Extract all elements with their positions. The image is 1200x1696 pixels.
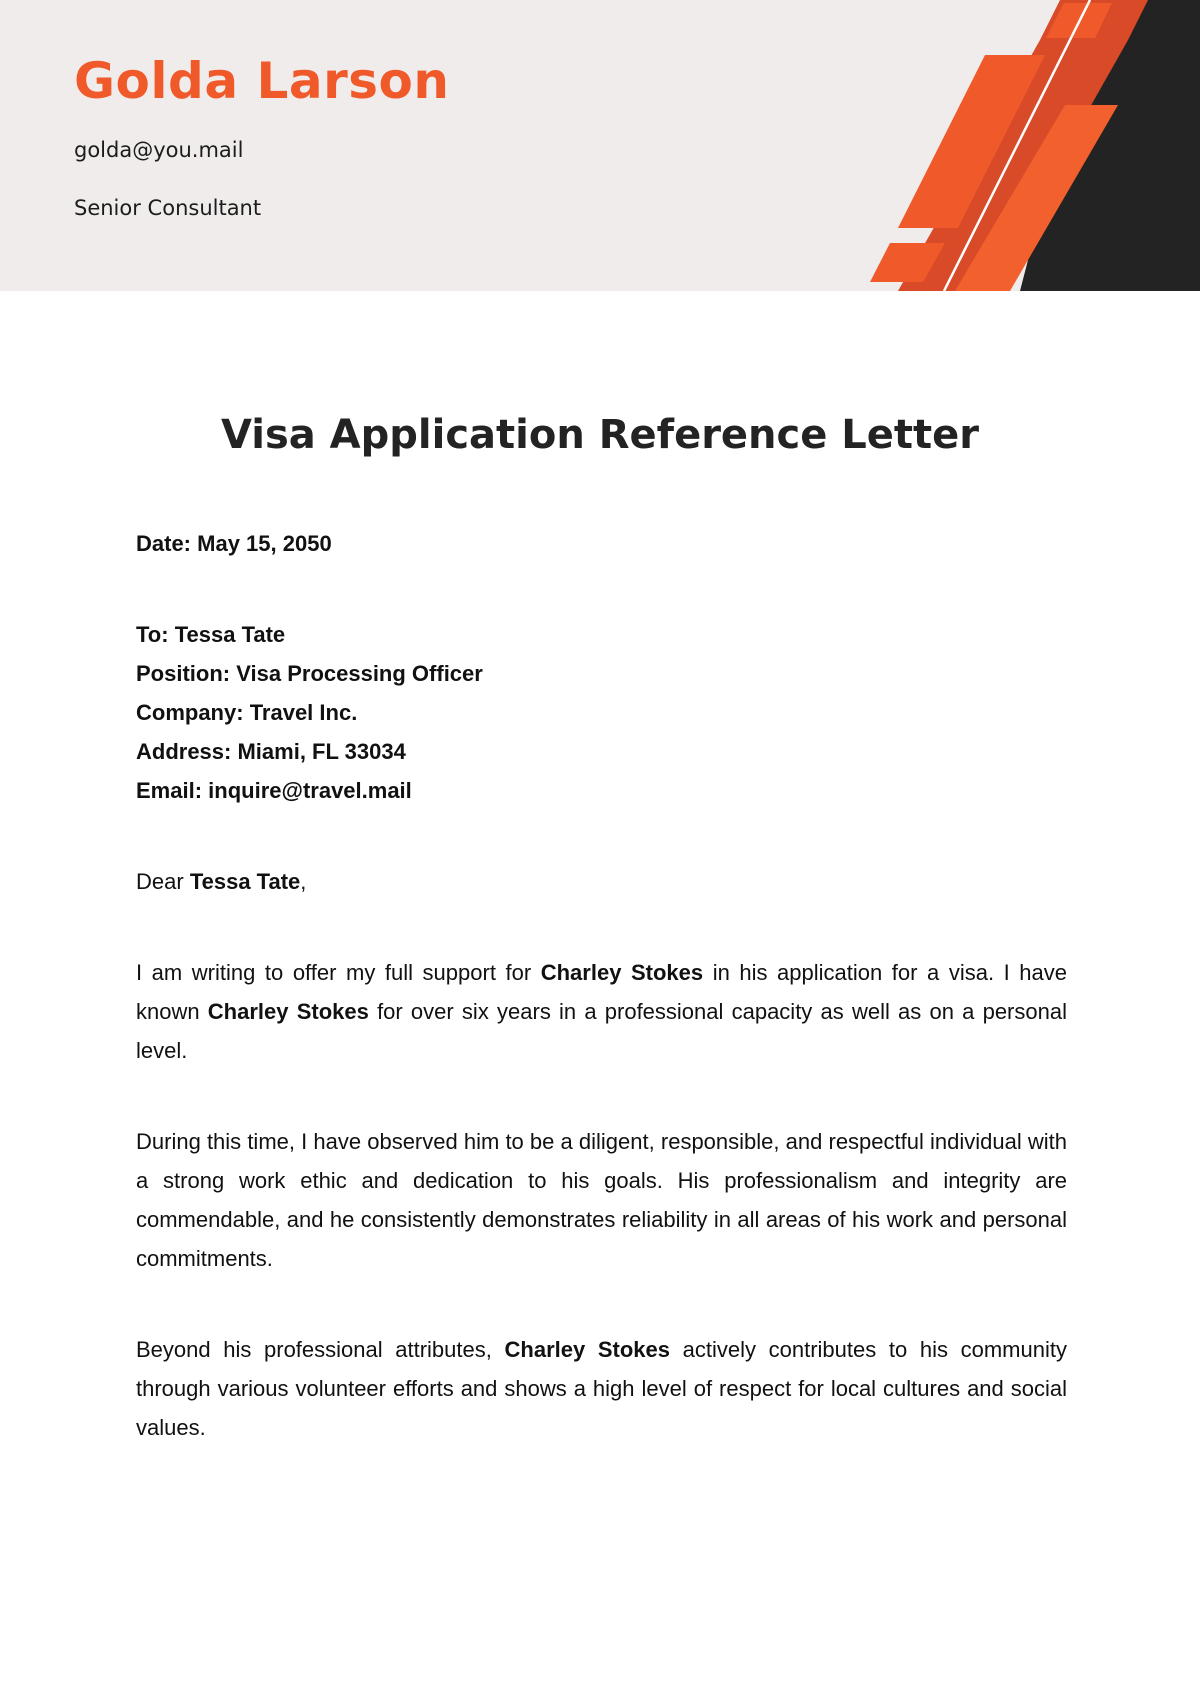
paragraph-1-text-3: for over six years in a professional capacity as well as on a personal level.: [136, 999, 1067, 1063]
recipient-position: [136, 654, 1067, 693]
recipient-to: [136, 615, 1067, 654]
recipient-to-value: Tessa Tate: [174, 622, 286, 647]
sender-email: golda@you.mail: [74, 138, 244, 162]
salutation-suffix: ,: [300, 869, 307, 894]
applicant-name: Charley Stokes: [540, 960, 704, 985]
sender-name: Golda Larson: [74, 52, 450, 110]
letterhead: [0, 0, 1200, 291]
recipient-company: [136, 693, 1067, 732]
salutation-prefix: Dear: [136, 869, 184, 894]
applicant-name: Charley Stokes: [207, 999, 369, 1024]
recipient-address-value: Miami, FL 33034: [237, 739, 406, 764]
date-label: Date:: [136, 531, 192, 556]
paragraph-2: During this time, I have observed him to be a diligent, responsible, and respectful individual with a strong work ethic and dedication to his goals. His professionalism and integrity are commendable, and he consistently demonstrates reliability in all areas of his work and personal commitments.: [136, 1129, 1067, 1271]
salutation-name: Tessa Tate: [189, 869, 301, 894]
recipient-position-label: Position:: [136, 661, 231, 686]
recipient-address-label: Address:: [136, 739, 232, 764]
applicant-name: Charley Stokes: [504, 1337, 670, 1362]
salutation: [136, 862, 1067, 901]
recipient-email: [136, 771, 1067, 810]
paragraph-3-text-1: Beyond his professional attributes,: [136, 1337, 492, 1362]
letter-body: [136, 524, 1067, 1447]
paragraph-1-text-1: I am writing to offer my full support for: [136, 960, 532, 985]
letter-date: [136, 524, 1067, 563]
paragraph-1: [136, 953, 1067, 1070]
sender-position: Senior Consultant: [74, 196, 262, 220]
recipient-company-value: Travel Inc.: [249, 700, 358, 725]
paragraph-3: [136, 1330, 1067, 1447]
paragraph-1-text-2: in his application for a visa. I have known: [136, 960, 1067, 1024]
recipient-to-label: To:: [136, 622, 169, 647]
recipient-email-value: inquire@travel.mail: [208, 778, 412, 803]
date-value: May 15, 2050: [197, 531, 332, 556]
recipient-email-label: Email:: [136, 778, 203, 803]
recipient-address: [136, 732, 1067, 771]
recipient-position-value: Visa Processing Officer: [236, 661, 483, 686]
recipient-company-label: Company:: [136, 700, 244, 725]
recipient-block: [136, 615, 1067, 810]
letter-title: Visa Application Reference Letter: [220, 412, 980, 458]
paragraph-3-text-2: actively contributes to his community through various volunteer efforts and shows a high level of respect for local cultures and social values.: [136, 1337, 1067, 1440]
